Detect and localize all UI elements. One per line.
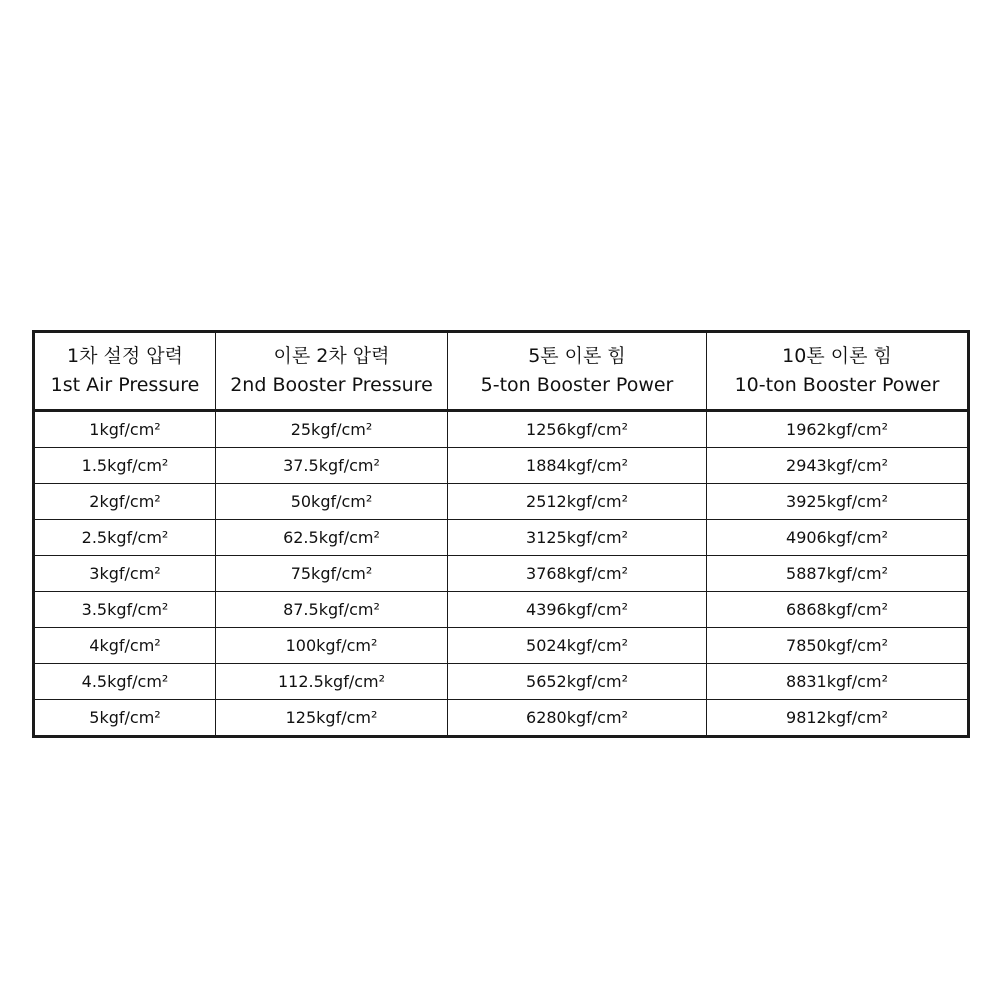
cell-5ton-power: 1884kgf/cm²	[448, 448, 707, 484]
cell-booster-pressure: 75kgf/cm²	[216, 556, 448, 592]
booster-spec-table	[32, 330, 970, 738]
header-5ton-power	[448, 332, 707, 411]
cell-10ton-power: 7850kgf/cm²	[707, 628, 969, 664]
table-row	[34, 556, 969, 592]
header-label-en: 2nd Booster Pressure	[230, 374, 433, 396]
header-air-pressure	[34, 332, 216, 411]
cell-air-pressure: 3.5kgf/cm²	[34, 592, 216, 628]
cell-booster-pressure: 87.5kgf/cm²	[216, 592, 448, 628]
cell-booster-pressure: 62.5kgf/cm²	[216, 520, 448, 556]
header-label-ko: 1차 설정 압력	[67, 345, 183, 367]
cell-5ton-power: 6280kgf/cm²	[448, 700, 707, 737]
header-booster-pressure	[216, 332, 448, 411]
cell-10ton-power: 1962kgf/cm²	[707, 411, 969, 448]
table-row	[34, 700, 969, 737]
header-row	[34, 332, 969, 411]
table-row	[34, 520, 969, 556]
cell-air-pressure: 5kgf/cm²	[34, 700, 216, 737]
cell-10ton-power: 4906kgf/cm²	[707, 520, 969, 556]
cell-10ton-power: 8831kgf/cm²	[707, 664, 969, 700]
cell-5ton-power: 2512kgf/cm²	[448, 484, 707, 520]
table-row	[34, 592, 969, 628]
header-label-ko: 5톤 이론 힘	[528, 345, 626, 367]
cell-booster-pressure: 25kgf/cm²	[216, 411, 448, 448]
cell-10ton-power: 5887kgf/cm²	[707, 556, 969, 592]
table-body	[34, 411, 969, 737]
header-label-ko: 이론 2차 압력	[273, 345, 390, 367]
cell-air-pressure: 1kgf/cm²	[34, 411, 216, 448]
cell-air-pressure: 3kgf/cm²	[34, 556, 216, 592]
cell-10ton-power: 9812kgf/cm²	[707, 700, 969, 737]
table-row	[34, 484, 969, 520]
cell-5ton-power: 5024kgf/cm²	[448, 628, 707, 664]
cell-5ton-power: 4396kgf/cm²	[448, 592, 707, 628]
header-label-en: 1st Air Pressure	[50, 374, 200, 396]
header-label-ko: 10톤 이론 힘	[782, 345, 892, 367]
cell-5ton-power: 1256kgf/cm²	[448, 411, 707, 448]
cell-5ton-power: 3125kgf/cm²	[448, 520, 707, 556]
cell-air-pressure: 2.5kgf/cm²	[34, 520, 216, 556]
table-row	[34, 448, 969, 484]
cell-air-pressure: 4kgf/cm²	[34, 628, 216, 664]
cell-booster-pressure: 100kgf/cm²	[216, 628, 448, 664]
cell-10ton-power: 6868kgf/cm²	[707, 592, 969, 628]
cell-10ton-power: 3925kgf/cm²	[707, 484, 969, 520]
table-row	[34, 628, 969, 664]
header-label-en: 10-ton Booster Power	[734, 374, 940, 396]
cell-10ton-power: 2943kgf/cm²	[707, 448, 969, 484]
cell-air-pressure: 1.5kgf/cm²	[34, 448, 216, 484]
cell-air-pressure: 2kgf/cm²	[34, 484, 216, 520]
cell-booster-pressure: 50kgf/cm²	[216, 484, 448, 520]
header-10ton-power	[707, 332, 969, 411]
cell-booster-pressure: 37.5kgf/cm²	[216, 448, 448, 484]
cell-booster-pressure: 112.5kgf/cm²	[216, 664, 448, 700]
cell-5ton-power: 5652kgf/cm²	[448, 664, 707, 700]
table-row	[34, 411, 969, 448]
table-row	[34, 664, 969, 700]
cell-5ton-power: 3768kgf/cm²	[448, 556, 707, 592]
cell-air-pressure: 4.5kgf/cm²	[34, 664, 216, 700]
header-label-en: 5-ton Booster Power	[480, 374, 674, 396]
table-header	[34, 332, 969, 411]
cell-booster-pressure: 125kgf/cm²	[216, 700, 448, 737]
